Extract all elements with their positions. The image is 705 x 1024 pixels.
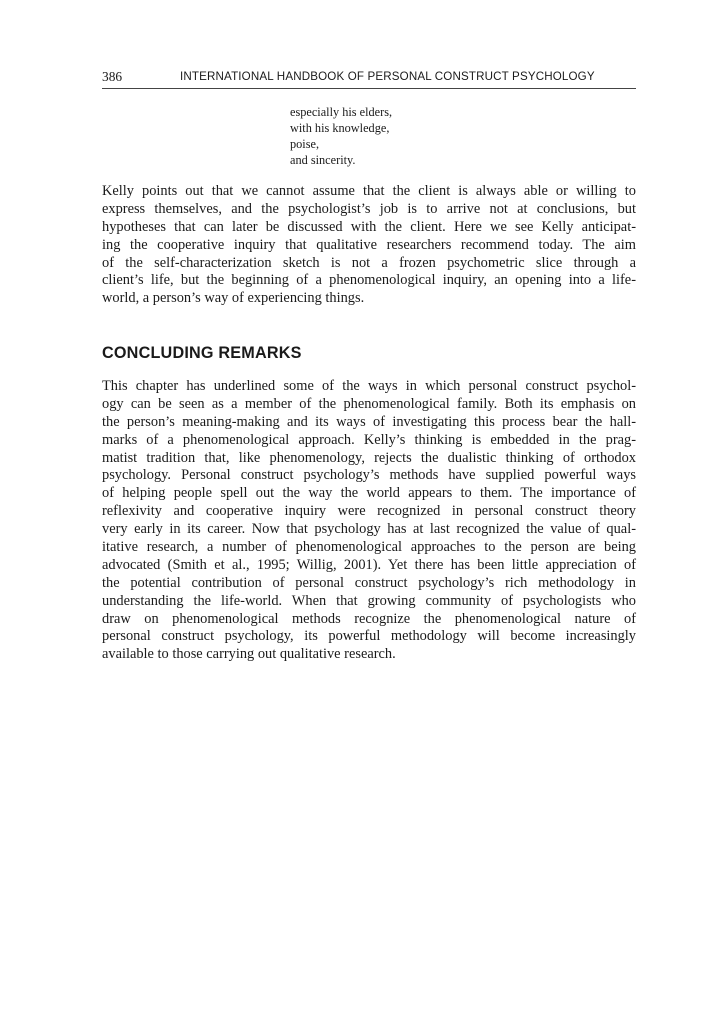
section-heading: CONCLUDING REMARKS	[102, 344, 302, 362]
text-line: the potential contribution of personal construct psychology’s rich methodology in	[102, 574, 636, 591]
text-line: client’s life, but the beginning of a phenomenological inquiry, an opening into a life-	[102, 272, 636, 289]
text-line: psychology. Personal construct psychology’s methods have supplied powerful ways	[102, 467, 636, 484]
text-line: itative research, a number of phenomenological approaches to the person are being	[102, 539, 636, 556]
text-line: advocated (Smith et al., 1995; Willig, 2001). Yet there has been little appreciation of	[102, 556, 636, 573]
text-line: marks of a phenomenological approach. Kelly’s thinking is embedded in the prag-	[102, 431, 636, 448]
running-head-title: INTERNATIONAL HANDBOOK OF PERSONAL CONSTRUCT PSYCHOLOGY	[180, 70, 595, 83]
text-line: personal construct psychology, its powerful methodology will become increasingly	[102, 628, 636, 645]
verse-line: especially his elders,	[290, 105, 393, 119]
text-line: of helping people spell out the way the world appears to them. The importance of	[102, 485, 636, 502]
text-line: draw on phenomenological methods recognize the phenomenological nature of	[102, 610, 636, 627]
page-number: 386	[102, 69, 123, 84]
paragraph-concluding	[102, 378, 636, 664]
text-line: This chapter has underlined some of the ways in which personal construct psychol-	[102, 378, 636, 394]
text-line: world, a person’s way of experiencing things.	[102, 290, 365, 307]
verse-line: poise,	[290, 137, 320, 151]
text-line: reflexivity and cooperative inquiry were recognized in personal construct theory	[102, 503, 636, 520]
text-line: hypotheses that can later be discussed with the client. Here we see Kelly anticipat-	[102, 218, 636, 235]
text-line: understanding the life-world. When that growing community of psychologists who	[102, 592, 636, 609]
text-line: available to those carrying out qualitative research.	[102, 646, 396, 663]
text-line: Kelly points out that we cannot assume that the client is always able or willing to	[102, 183, 636, 199]
paragraph-kelly	[102, 183, 636, 308]
text-line: ing the cooperative inquiry that qualitative researchers recommend today. The aim	[102, 236, 636, 253]
verse-line: with his knowledge,	[290, 121, 390, 135]
text-line: matist tradition that, like phenomenology, rejects the dualistic thinking of orthodox	[102, 449, 636, 466]
text-line: express themselves, and the psychologist’s job is to arrive not at conclusions, but	[102, 200, 636, 217]
text-line: of the self-characterization sketch is not a frozen psychometric slice through a	[102, 254, 636, 271]
verse-line: and sincerity.	[290, 153, 356, 167]
running-head	[102, 66, 636, 89]
verse-quote	[290, 104, 392, 168]
text-line: ogy can be seen as a member of the phenomenological family. Both its emphasis on	[102, 395, 636, 412]
text-line: the person’s meaning-making and its ways of investigating this process bear the hall-	[102, 413, 636, 430]
text-line: very early in its career. Now that psychology has at last recognized the value of qual-	[102, 521, 636, 538]
